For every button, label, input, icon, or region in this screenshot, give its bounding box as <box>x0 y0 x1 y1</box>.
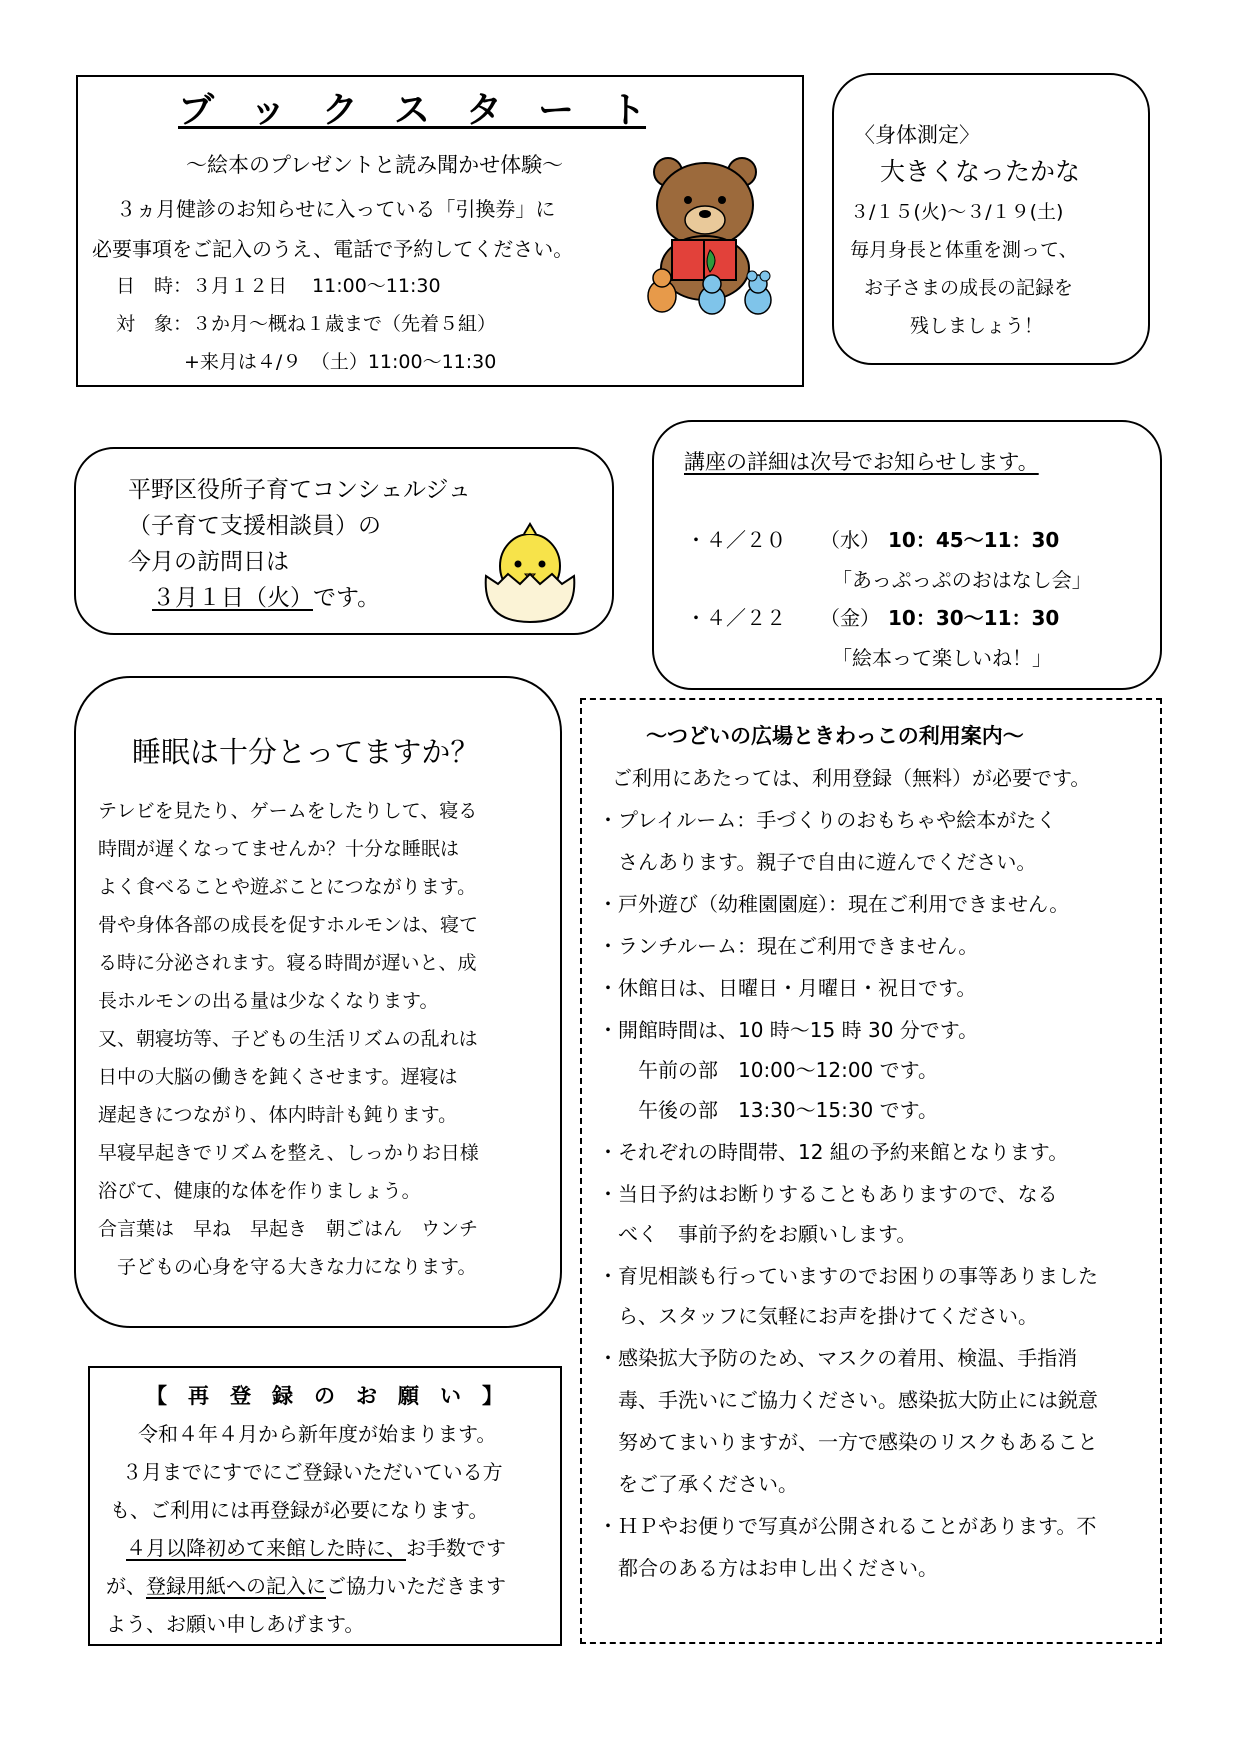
sleep-line-7: 又、朝寝坊等、子どもの生活リズムの乱れは <box>98 1028 478 1050</box>
guide-line-15: ・感染拡大予防のため、マスクの着用、検温、手指消 <box>598 1346 1078 1370</box>
sleep-line-8: 日中の大脳の働きを鈍くさせます。遅寝は <box>98 1066 458 1088</box>
course-2-time: 10：30～11：30 <box>888 606 1060 630</box>
reregister-line-5-rest: ご協力いただきます <box>326 1574 506 1598</box>
sleep-line-2: 時間が遅くなってませんか？十分な睡眠は <box>98 838 460 860</box>
guide-line-14: ら、スタッフに気軽にお声を掛けてください。 <box>598 1304 1038 1328</box>
guide-line-18: をご了承ください。 <box>598 1472 798 1496</box>
sleep-line-4: 骨や身体各部の成長を促すホルモンは、寝て <box>98 914 479 936</box>
reregister-line-2: ３月までにすでにご登録いただいている方 <box>122 1460 503 1484</box>
guide-line-2: ・プレイルーム：手づくりのおもちゃや絵本がたく <box>598 808 1057 832</box>
sleep-line-13: 子どもの心身を守る大きな力になります。 <box>98 1256 477 1278</box>
bookstart-target: 対 象：３か月～概ね１歳まで（先着５組） <box>116 313 497 335</box>
usage-guide-section <box>580 698 1162 1644</box>
courses-section <box>652 420 1162 690</box>
concierge-suffix: です。 <box>313 585 381 611</box>
measurement-title: 大きくなったかな <box>880 157 1081 186</box>
reregister-line-3: も、ご利用には再登録が必要になります。 <box>110 1498 489 1522</box>
sleep-title: 睡眠は十分とってますか？ <box>132 735 480 769</box>
reregister-line-5-pre: が、 <box>106 1574 146 1598</box>
guide-line-16: 毒、手洗いにご協力ください。感染拡大防止には鋭意 <box>598 1388 1098 1412</box>
guide-line-8: 午前の部 10:00～12:00 です。 <box>598 1058 939 1082</box>
sleep-line-9: 遅起きにつながり、体内時計も鈍ります。 <box>98 1104 458 1126</box>
reregister-line-4 <box>126 1538 506 1558</box>
course-2-name: 「絵本って楽しいね！」 <box>832 646 1052 670</box>
concierge-date: ３月１日（火） <box>152 585 313 611</box>
reregister-first-visit: ４月以降初めて来館した時に、 <box>126 1536 406 1560</box>
concierge-line-1: 平野区役所子育てコンシェルジュ <box>128 477 471 503</box>
course-1-time: 10：45～11：30 <box>888 528 1060 552</box>
guide-line-13: ・育児相談も行っていますのでお困りの事等ありました <box>598 1264 1098 1288</box>
measurement-line-1: 毎月身長と体重を測って、 <box>850 239 1078 261</box>
sleep-section <box>74 676 562 1328</box>
bookstart-title: ブ ッ ク ス タ ー ト <box>178 90 647 131</box>
course-2-day: （金） <box>820 606 880 630</box>
reregister-line-6: よう、お願い申しあげます。 <box>106 1612 365 1636</box>
bookstart-line-2: 必要事項をご記入のうえ、電話で予約してください。 <box>92 237 574 261</box>
guide-title: ～つどいの広場ときわっこの利用案内～ <box>646 724 1024 748</box>
guide-line-19: ・ＨＰやお便りで写真が公開されることがあります。不 <box>598 1514 1097 1538</box>
sleep-line-1: テレビを見たり、ゲームをしたりして、寝る <box>98 800 478 822</box>
reregister-section <box>88 1366 562 1646</box>
reregister-line-4-rest: お手数です <box>406 1536 506 1560</box>
measurement-heading: 〈身体測定〉 <box>854 123 980 147</box>
guide-line-12: べく 事前予約をお願いします。 <box>598 1222 917 1246</box>
chick-in-egg-icon <box>480 518 580 628</box>
course-1-day: （水） <box>820 528 880 552</box>
guide-line-1: ご利用にあたっては、利用登録（無料）が必要です。 <box>612 766 1091 790</box>
sleep-line-11: 浴びて、健康的な体を作りましょう。 <box>98 1180 421 1202</box>
guide-line-4: ・戸外遊び（幼稚園園庭）：現在ご利用できません。 <box>598 892 1070 916</box>
sleep-line-3: よく食べることや遊ぶことにつながります。 <box>98 876 477 898</box>
course-1-date: ・４／２０ <box>686 528 786 552</box>
concierge-line-3: 今月の訪問日は <box>128 549 289 575</box>
measurement-line-2: お子さまの成長の記録を <box>864 277 1074 299</box>
guide-line-20: 都合のある方はお申し出ください。 <box>598 1556 938 1580</box>
guide-line-11: ・当日予約はお断りすることもありますので、なる <box>598 1182 1058 1206</box>
course-1-name: 「あっぷっぷのおはなし会」 <box>832 568 1092 592</box>
sleep-line-5: る時に分泌されます。寝る時間が遅いと、成 <box>98 952 477 974</box>
courses-title: 講座の詳細は次号でお知らせします。 <box>684 450 1039 474</box>
guide-line-10: ・それぞれの時間帯、12 組の予約来館となります。 <box>598 1140 1069 1164</box>
measurement-section <box>832 73 1150 365</box>
reregister-form: 登録用紙への記入に <box>146 1574 326 1598</box>
guide-line-7: ・開館時間は、10 時～15 時 30 分です。 <box>598 1018 979 1042</box>
guide-line-3: さんあります。親子で自由に遊んでください。 <box>598 850 1037 874</box>
reregister-title: 【 再 登 録 の お 願 い 】 <box>146 1384 503 1408</box>
sleep-line-6: 長ホルモンの出る量は少なくなります。 <box>98 990 439 1012</box>
guide-line-5: ・ランチルーム：現在ご利用できません。 <box>598 934 979 958</box>
guide-line-9: 午後の部 13:30～15:30 です。 <box>598 1098 939 1122</box>
bookstart-subtitle: ～絵本のプレゼントと読み聞かせ体験～ <box>186 153 564 177</box>
course-2-date: ・４／２２ <box>686 606 786 630</box>
concierge-line-2: （子育て支援相談員）の <box>128 513 381 539</box>
sleep-line-10: 早寝早起きでリズムを整え、しっかりお日様 <box>98 1142 479 1164</box>
measurement-dates: ３/１５(火)～３/１９(土) <box>850 201 1064 223</box>
bear-with-book-icon <box>630 150 810 330</box>
sleep-line-12: 合言葉は 早ね 早起き 朝ごはん ウンチ <box>98 1218 479 1240</box>
reregister-line-1: 令和４年４月から新年度が始まります。 <box>138 1422 497 1446</box>
measurement-line-3: 残しましょう！ <box>910 315 1044 337</box>
reregister-line-5 <box>106 1576 506 1596</box>
guide-line-17: 努めてまいりますが、一方で感染のリスクもあること <box>598 1430 1098 1454</box>
bookstart-line-1: ３ヵ月健診のお知らせに入っている「引換券」に <box>116 197 556 221</box>
bookstart-next-month: +来月は４/９ （土）11:00～11:30 <box>184 351 497 373</box>
bookstart-datetime: 日 時：３月１２日 11:00～11:30 <box>116 275 441 297</box>
concierge-date-line <box>152 587 380 610</box>
guide-line-6: ・休館日は、日曜日・月曜日・祝日です。 <box>598 976 977 1000</box>
